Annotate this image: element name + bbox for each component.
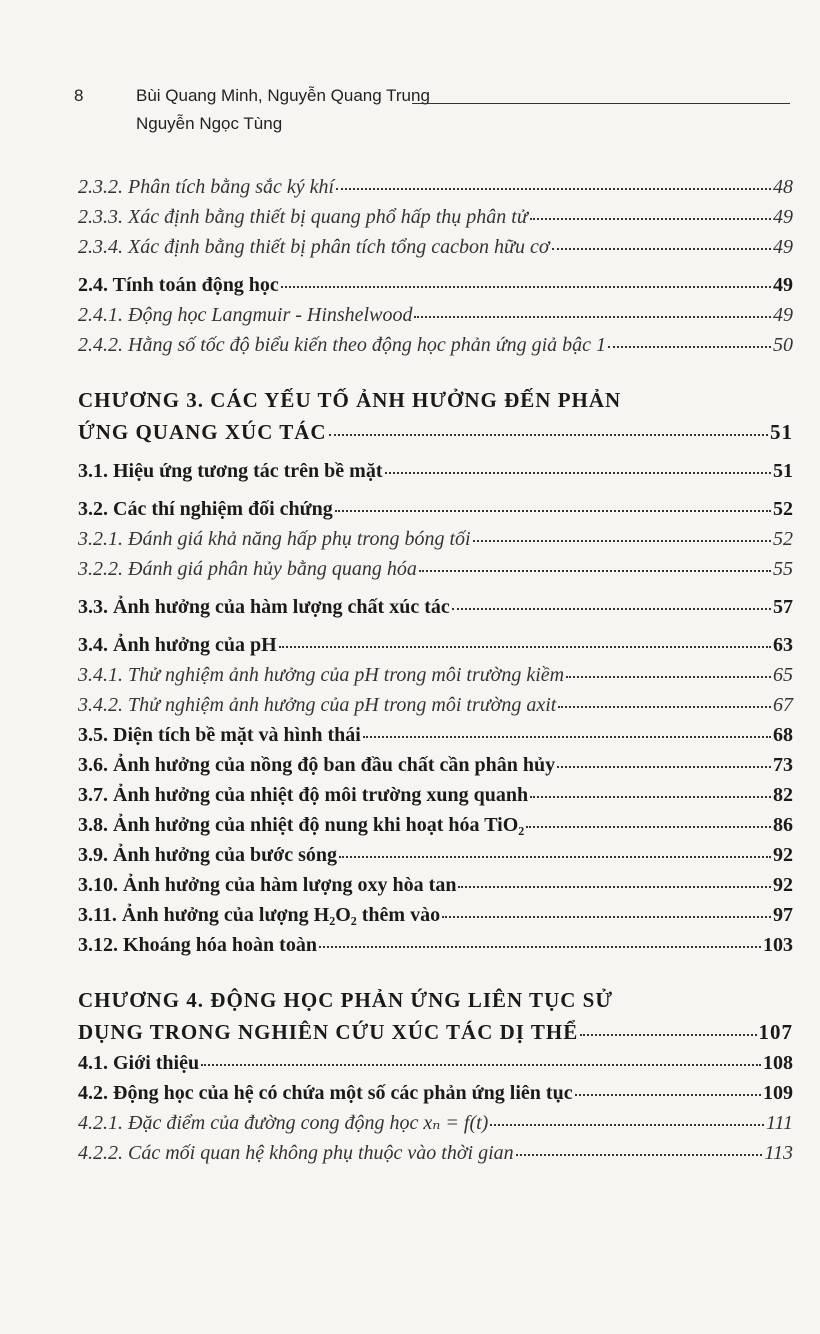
dot-leader [557,765,771,768]
toc-entry-3-4-1[interactable] [78,660,793,690]
toc-entry-3-10[interactable] [78,870,793,900]
toc-entry-title: 3.12. Khoáng hóa hoàn toàn [78,934,317,956]
toc-entry-page: 97 [773,904,793,926]
dot-leader [558,705,771,708]
toc-entry-page: 49 [773,236,793,258]
table-of-contents [78,172,793,1168]
dot-leader [335,509,771,512]
toc-entry-3-1[interactable] [78,456,793,486]
header-rule [412,103,790,104]
toc-entry-page: 49 [773,274,793,296]
toc-entry-3-2-2[interactable] [78,554,793,584]
toc-entry-page: 65 [773,664,793,686]
toc-entry-title: 3.4.2. Thử nghiệm ảnh hưởng của pH trong môi trường axit [78,694,557,716]
dot-leader [458,885,771,888]
toc-entry-title: 3.1. Hiệu ứng tương tác trên bề mặt [78,460,383,482]
toc-entry-page: 86 [773,814,793,836]
toc-entry-title: 3.3. Ảnh hưởng của hàm lượng chất xúc tác [78,596,450,618]
toc-entry-title: 3.6. Ảnh hưởng của nồng độ ban đầu chất cần phân hủy [78,754,556,776]
toc-entry-page: 49 [773,206,793,228]
toc-entry-page: 113 [764,1142,793,1164]
toc-entry-title: 4.2.1. Đặc điểm của đường cong động học xₙ = f(t) [78,1112,489,1134]
toc-entry-2-4[interactable] [78,270,793,300]
toc-entry-title: 2.3.3. Xác định bằng thiết bị quang phổ hấp thụ phân tử [78,206,528,228]
toc-entry-page: 48 [773,176,793,198]
dot-leader [414,315,771,318]
dot-leader [385,471,772,474]
toc-entry-4-2[interactable] [78,1078,793,1108]
toc-entry-title: 2.3.4. Xác định bằng thiết bị phân tích tổng cacbon hữu cơ [78,236,550,258]
toc-entry-title: 4.1. Giới thiệu [78,1052,200,1074]
toc-entry-title: 2.4.2. Hằng số tốc độ biểu kiến theo động học phản ứng giả bậc 1 [78,334,607,356]
toc-chapter-4[interactable] [78,984,793,1048]
toc-entry-title: 3.4. Ảnh hưởng của pH [78,634,277,656]
toc-entry-3-8[interactable] [78,810,793,840]
toc-entry-page: 107 [758,1020,793,1044]
toc-entry-page: 103 [763,934,793,956]
dot-leader [452,607,771,610]
toc-entry-page: 49 [773,304,793,326]
dot-leader [526,825,771,828]
dot-leader [442,915,771,918]
toc-entry-3-2-1[interactable] [78,524,793,554]
toc-entry-page: 52 [773,498,793,520]
dot-leader [279,645,771,648]
toc-entry-title: 3.4.1. Thử nghiệm ảnh hưởng của pH trong môi trường kiềm [78,664,565,686]
toc-entry-3-6[interactable] [78,750,793,780]
toc-entry-page: 52 [773,528,793,550]
toc-entry-page: 63 [773,634,793,656]
dot-leader [473,539,771,542]
toc-entry-page: 68 [773,724,793,746]
toc-entry-4-2-2[interactable] [78,1138,793,1168]
toc-entry-title: 2.4.1. Động học Langmuir - Hinshelwood [78,304,413,326]
dot-leader [336,187,771,190]
toc-entry-page: 111 [765,1112,793,1134]
toc-entry-2-3-3[interactable] [78,202,793,232]
toc-entry-title: 3.8. Ảnh hưởng của nhiệt độ nung khi hoạt hóa TiO₂ [78,814,525,836]
toc-entry-2-3-4[interactable] [78,232,793,262]
dot-leader [201,1063,761,1066]
dot-leader [339,855,771,858]
page-number: 8 [74,86,84,105]
chapter-title-line-1: CHƯƠNG 3. CÁC YẾU TỐ ẢNH HƯỞNG ĐẾN PHẢN [78,388,622,412]
authors-line-2: Nguyễn Ngọc Tùng [136,114,283,133]
toc-entry-3-2[interactable] [78,494,793,524]
toc-entry-title: 3.2.1. Đánh giá khả năng hấp phụ trong bóng tối [78,528,471,550]
toc-chapter-3[interactable] [78,384,793,448]
toc-entry-4-2-1[interactable] [78,1108,793,1138]
dot-leader [608,345,771,348]
toc-entry-page: 57 [773,596,793,618]
dot-leader [575,1093,761,1096]
toc-entry-title: 2.4. Tính toán động học [78,274,279,296]
toc-entry-title: 4.2.2. Các mối quan hệ không phụ thuộc vào thời gian [78,1142,514,1164]
toc-entry-2-4-2[interactable] [78,330,793,360]
chapter-title-line-1: CHƯƠNG 4. ĐỘNG HỌC PHẢN ỨNG LIÊN TỤC SỬ [78,988,614,1012]
toc-entry-3-9[interactable] [78,840,793,870]
dot-leader [329,433,768,436]
dot-leader [552,247,771,250]
dot-leader [530,795,771,798]
toc-entry-title: 3.9. Ảnh hưởng của bước sóng [78,844,337,866]
toc-entry-title: 3.7. Ảnh hưởng của nhiệt độ môi trường xung quanh [78,784,529,806]
toc-entry-title: 3.2.2. Đánh giá phân hủy bằng quang hóa [78,558,417,580]
toc-entry-3-11[interactable] [78,900,793,930]
chapter-title-line-2: ỨNG QUANG XÚC TÁC [78,420,327,444]
toc-entry-title: 4.2. Động học của hệ có chứa một số các phản ứng liên tục [78,1082,573,1104]
dot-leader [490,1123,764,1126]
toc-entry-3-7[interactable] [78,780,793,810]
toc-entry-2-3-2[interactable] [78,172,793,202]
toc-entry-4-1[interactable] [78,1048,793,1078]
toc-entry-3-4[interactable] [78,630,793,660]
dot-leader [580,1033,756,1036]
toc-entry-page: 51 [773,460,793,482]
toc-entry-page: 51 [770,420,793,444]
dot-leader [363,735,771,738]
toc-entry-title: 3.5. Diện tích bề mặt và hình thái [78,724,361,746]
dot-leader [319,945,761,948]
toc-entry-3-12[interactable] [78,930,793,960]
toc-entry-page: 55 [773,558,793,580]
toc-entry-page: 108 [763,1052,793,1074]
authors-line-1: Bùi Quang Minh, Nguyễn Quang Trung [136,86,430,105]
toc-entry-3-5[interactable] [78,720,793,750]
toc-entry-page: 50 [773,334,793,356]
dot-leader [281,285,771,288]
dot-leader [530,217,771,220]
chapter-title-line-2: DỤNG TRONG NGHIÊN CỨU XÚC TÁC DỊ THỂ [78,1020,579,1044]
toc-entry-2-4-1[interactable] [78,300,793,330]
toc-entry-3-4-2[interactable] [78,690,793,720]
toc-entry-page: 82 [773,784,793,806]
toc-entry-3-3[interactable] [78,592,793,622]
toc-entry-title: 3.11. Ảnh hưởng của lượng H₂O₂ thêm vào [78,904,441,926]
toc-entry-page: 109 [763,1082,793,1104]
toc-entry-page: 67 [773,694,793,716]
toc-entry-title: 2.3.2. Phân tích bằng sắc ký khí [78,176,335,198]
dot-leader [566,675,771,678]
toc-entry-page: 73 [773,754,793,776]
dot-leader [516,1153,763,1156]
toc-entry-page: 92 [773,844,793,866]
toc-entry-title: 3.2. Các thí nghiệm đối chứng [78,498,333,520]
toc-entry-page: 92 [773,874,793,896]
dot-leader [419,569,771,572]
toc-entry-title: 3.10. Ảnh hưởng của hàm lượng oxy hòa tan [78,874,457,896]
